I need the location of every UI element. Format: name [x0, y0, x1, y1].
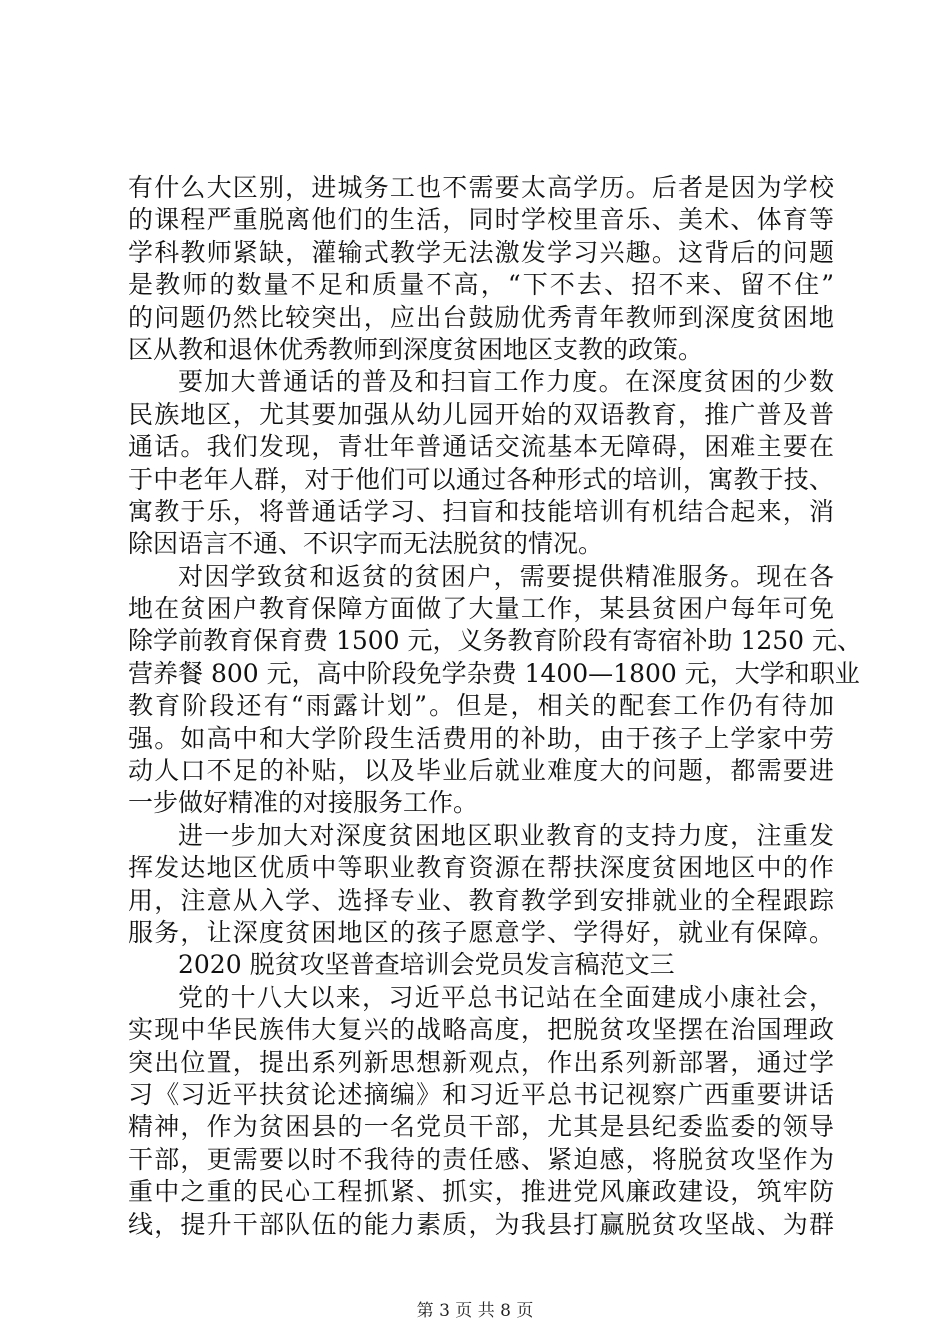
text-line: 习《习近平扶贫论述摘编》和习近平总书记视察广西重要讲话	[128, 1079, 834, 1109]
text-line: 除因语言不通、不识字而无法脱贫的情况。	[128, 529, 604, 559]
page-footer: 第 3 页 共 8 页	[416, 1301, 534, 1321]
text-line: 用，注意从入学、选择专业、教育教学到安排就业的全程跟踪	[128, 885, 834, 915]
text-line: 于中老年人群，对于他们可以通过各种形式的培训，寓教于技、	[128, 464, 834, 494]
text-line: 服务，让深度贫困地区的孩子愿意学、学得好，就业有保障。	[128, 917, 834, 947]
body-text	[128, 172, 863, 1241]
text-line: 强。如高中和大学阶段生活费用的补助，由于孩子上学家中劳	[128, 723, 834, 753]
text-line: 教育阶段还有“雨露计划”。但是，相关的配套工作仍有待加	[128, 691, 834, 721]
text-line: 实现中华民族伟大复兴的战略高度，把脱贫攻坚摆在治国理政	[128, 1015, 834, 1045]
text-line: 区从教和退休优秀教师到深度贫困地区支教的政策。	[128, 334, 704, 364]
text-line: 学科教师紧缺，灌输式教学无法激发学习兴趣。这背后的问题	[128, 237, 834, 267]
text-line: 民族地区，尤其要加强从幼儿园开始的双语教育，推广普及普	[128, 399, 834, 429]
text-line: 2020 脱贫攻坚普查培训会党员发言稿范文三	[178, 950, 675, 980]
text-line: 进一步加大对深度贫困地区职业教育的支持力度，注重发	[178, 820, 834, 850]
text-line: 寓教于乐，将普通话学习、扫盲和技能培训有机结合起来，消	[128, 496, 834, 526]
text-line: 党的十八大以来，习近平总书记站在全面建成小康社会，	[178, 982, 834, 1012]
text-line: 要加大普通话的普及和扫盲工作力度。在深度贫困的少数	[178, 367, 834, 397]
text-line: 精神，作为贫困县的一名党员干部，尤其是县纪委监委的领导	[128, 1112, 834, 1142]
text-line: 的课程严重脱离他们的生活，同时学校里音乐、美术、体育等	[128, 205, 834, 235]
text-line: 地在贫困户教育保障方面做了大量工作，某县贫困户每年可免	[128, 594, 834, 624]
text-line: 是教师的数量不足和质量不高，“下不去、招不来、留不住”	[128, 270, 834, 300]
text-line: 干部，更需要以时不我待的责任感、紧迫感，将脱贫攻坚作为	[128, 1144, 834, 1174]
text-line: 线，提升干部队伍的能力素质，为我县打赢脱贫攻坚战、为群	[128, 1209, 834, 1239]
text-line: 营养餐 800 元，高中阶段免学杂费 1400—1800 元，大学和职业	[128, 658, 860, 688]
text-line: 除学前教育保育费 1500 元，义务教育阶段有寄宿补助 1250 元、	[128, 626, 863, 656]
text-line: 挥发达地区优质中等职业教育资源在帮扶深度贫困地区中的作	[128, 853, 834, 883]
text-line: 一步做好精准的对接服务工作。	[128, 788, 479, 818]
text-line: 动人口不足的补贴，以及毕业后就业难度大的问题，都需要进	[128, 756, 834, 786]
text-line: 有什么大区别，进城务工也不需要太高学历。后者是因为学校	[128, 173, 834, 202]
text-line: 突出位置，提出系列新思想新观点，作出系列新部署，通过学	[128, 1047, 834, 1077]
text-line: 的问题仍然比较突出，应出台鼓励优秀青年教师到深度贫困地	[128, 302, 834, 332]
text-line: 通话。我们发现，青壮年普通话交流基本无障碍，困难主要在	[128, 432, 834, 462]
text-line: 对因学致贫和返贫的贫困户，需要提供精准服务。现在各	[178, 561, 834, 591]
text-line: 重中之重的民心工程抓紧、抓实，推进党风廉政建设，筑牢防	[128, 1177, 834, 1207]
